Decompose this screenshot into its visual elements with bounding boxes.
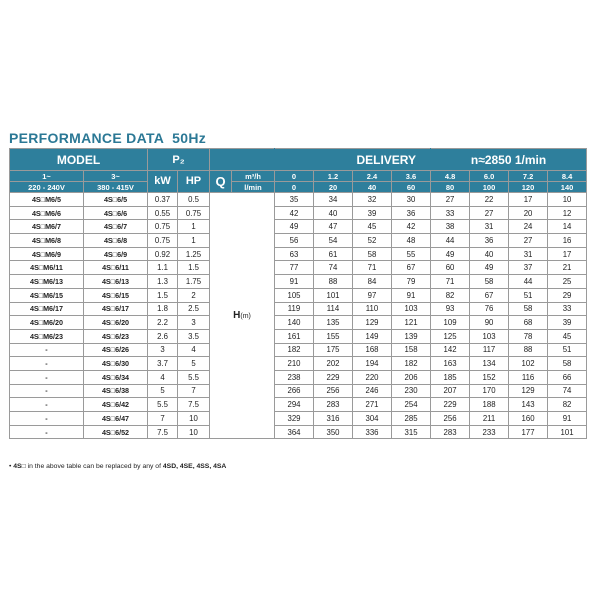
head-value: 74 [548,384,587,398]
power-kw: 1.8 [148,302,178,316]
head-value: 350 [314,425,353,439]
head-value: 33 [548,302,587,316]
model-single-phase: 4S□M6/23 [10,329,84,343]
table-row [10,288,587,302]
head-value: 315 [392,425,431,439]
head-value: 61 [314,247,353,261]
model-single-phase: - [10,384,84,398]
flow-lmin: 140 [548,182,587,193]
head-value: 91 [275,275,314,289]
head-value: 21 [548,261,587,275]
header-speed: n≈2850 1/min [431,149,587,171]
head-value: 55 [392,247,431,261]
head-value: 114 [314,302,353,316]
head-value: 364 [275,425,314,439]
model-three-phase: 4S□6/30 [84,357,148,371]
table-row [10,193,587,207]
head-value: 49 [470,261,509,275]
model-single-phase: 4S□M6/13 [10,275,84,289]
head-value: 119 [275,302,314,316]
head-value: 233 [470,425,509,439]
head-value: 202 [314,357,353,371]
power-kw: 0.92 [148,247,178,261]
model-single-phase: 4S□M6/9 [10,247,84,261]
model-three-phase: 4S□6/47 [84,412,148,426]
head-value: 42 [392,220,431,234]
flow-lmin: 80 [431,182,470,193]
head-value: 266 [275,384,314,398]
head-value: 121 [392,316,431,330]
flow-m3h: 7.2 [509,171,548,182]
table-row [10,316,587,330]
header-three-phase-voltage: 380 - 415V [84,182,148,193]
head-value: 135 [314,316,353,330]
head-value: 24 [509,220,548,234]
head-value: 47 [314,220,353,234]
flow-m3h: 0 [275,171,314,182]
header-model: MODEL [10,149,148,171]
head-value: 29 [548,288,587,302]
title-main: PERFORMANCE DATA [9,130,165,146]
power-kw: 0.75 [148,234,178,248]
power-hp: 5.5 [178,370,210,384]
table-row [10,234,587,248]
head-value: 103 [470,329,509,343]
power-kw: 2.2 [148,316,178,330]
model-single-phase: 4S□M6/6 [10,206,84,220]
head-value: 27 [470,206,509,220]
table-row [10,247,587,261]
model-single-phase: 4S□M6/15 [10,288,84,302]
head-value: 246 [353,384,392,398]
head-value: 170 [470,384,509,398]
head-value: 76 [470,302,509,316]
model-three-phase: 4S□6/42 [84,398,148,412]
head-value: 38 [431,220,470,234]
model-single-phase: - [10,398,84,412]
head-value: 105 [275,288,314,302]
power-hp: 2 [178,288,210,302]
head-value: 134 [470,357,509,371]
flow-m3h: 4.8 [431,171,470,182]
power-hp: 3.5 [178,329,210,343]
head-value: 129 [353,316,392,330]
head-value: 58 [470,275,509,289]
head-value: 97 [353,288,392,302]
head-value: 256 [314,384,353,398]
table-row [10,302,587,316]
head-value: 35 [275,193,314,207]
head-value: 39 [353,206,392,220]
head-value: 68 [509,316,548,330]
head-value: 63 [275,247,314,261]
power-kw: 3 [148,343,178,357]
head-value: 49 [431,247,470,261]
power-hp: 3 [178,316,210,330]
head-value: 54 [314,234,353,248]
head-value: 91 [392,288,431,302]
header-kw: kW [148,171,178,193]
header-p2: P₂ [148,149,210,171]
head-value: 294 [275,398,314,412]
head-value: 182 [392,357,431,371]
flow-lmin: 40 [353,182,392,193]
footnote-prefix: 4S□ [13,463,26,470]
head-value: 51 [548,343,587,357]
head-value: 182 [275,343,314,357]
model-three-phase: 4S□6/7 [84,220,148,234]
model-three-phase: 4S□6/52 [84,425,148,439]
model-three-phase: 4S□6/11 [84,261,148,275]
flow-m3h: 3.6 [392,171,431,182]
head-value: 45 [548,329,587,343]
flow-m3h: 1.2 [314,171,353,182]
head-value: 37 [509,261,548,275]
head-value: 84 [353,275,392,289]
head-value: 93 [431,302,470,316]
head-value: 82 [548,398,587,412]
header-single-phase-voltage: 220 - 240V [10,182,84,193]
power-kw: 5 [148,384,178,398]
power-hp: 1 [178,220,210,234]
head-value: 44 [431,234,470,248]
table-row [10,275,587,289]
head-value: 254 [392,398,431,412]
header-three-phase: 3~ [84,171,148,182]
model-single-phase: 4S□M6/5 [10,193,84,207]
model-single-phase: 4S□M6/11 [10,261,84,275]
header-single-phase: 1~ [10,171,84,182]
model-single-phase: 4S□M6/17 [10,302,84,316]
head-value: 194 [353,357,392,371]
flow-lmin: 120 [509,182,548,193]
power-kw: 3.7 [148,357,178,371]
power-hp: 1.5 [178,261,210,275]
head-value: 32 [353,193,392,207]
table-row [10,425,587,439]
header-unit-lmin: l/min [232,182,275,193]
head-value: 229 [314,370,353,384]
head-value: 45 [353,220,392,234]
table-row [10,412,587,426]
head-value: 117 [470,343,509,357]
head-value: 10 [548,193,587,207]
head-value: 51 [509,288,548,302]
table-row [10,261,587,275]
head-value: 336 [353,425,392,439]
head-value: 142 [431,343,470,357]
head-value: 30 [392,193,431,207]
head-value: 163 [431,357,470,371]
page-title [9,130,206,146]
model-three-phase: 4S□6/5 [84,193,148,207]
head-value: 185 [431,370,470,384]
head-value: 143 [509,398,548,412]
flow-lmin: 60 [392,182,431,193]
model-single-phase: - [10,343,84,357]
head-value: 22 [470,193,509,207]
head-value: 125 [431,329,470,343]
head-value: 271 [353,398,392,412]
footnote-options: 4SD, 4SE, 4SS, 4SA [162,463,227,470]
power-hp: 1 [178,234,210,248]
flow-lmin: 20 [314,182,353,193]
head-value: 211 [470,412,509,426]
power-hp: 2.5 [178,302,210,316]
power-kw: 0.75 [148,220,178,234]
head-value: 90 [470,316,509,330]
head-value: 177 [509,425,548,439]
model-single-phase: 4S□M6/8 [10,234,84,248]
model-single-phase: 4S□M6/7 [10,220,84,234]
model-single-phase: - [10,425,84,439]
header-q: Q [210,171,232,193]
model-three-phase: 4S□6/15 [84,288,148,302]
head-value: 82 [431,288,470,302]
model-three-phase: 4S□6/6 [84,206,148,220]
model-three-phase: 4S□6/34 [84,370,148,384]
power-hp: 5 [178,357,210,371]
head-value: 88 [509,343,548,357]
head-value: 283 [314,398,353,412]
head-value: 12 [548,206,587,220]
head-value: 66 [548,370,587,384]
head-value: 256 [431,412,470,426]
head-value: 31 [509,247,548,261]
power-kw: 7.5 [148,425,178,439]
power-kw: 1.3 [148,275,178,289]
footnote [9,463,226,470]
power-hp: 0.5 [178,193,210,207]
table-row [10,357,587,371]
head-value: 91 [548,412,587,426]
head-value: 110 [353,302,392,316]
head-value: 175 [314,343,353,357]
power-hp: 1.75 [178,275,210,289]
head-value: 16 [548,234,587,248]
power-hp: 10 [178,412,210,426]
head-unit: (m) [240,312,251,320]
model-three-phase: 4S□6/20 [84,316,148,330]
power-hp: 7.5 [178,398,210,412]
header-delivery: DELIVERY [275,149,431,171]
power-kw: 1.5 [148,288,178,302]
head-value: 74 [314,261,353,275]
head-value: 36 [470,234,509,248]
head-value: 101 [314,288,353,302]
head-value: 283 [431,425,470,439]
head-value: 14 [548,220,587,234]
flow-lmin: 0 [275,182,314,193]
head-value: 160 [509,412,548,426]
head-value: 220 [353,370,392,384]
power-kw: 7 [148,412,178,426]
table-row [10,343,587,357]
head-value: 149 [353,329,392,343]
power-kw: 1.1 [148,261,178,275]
head-value: 31 [470,220,509,234]
flow-m3h: 6.0 [470,171,509,182]
head-value: 79 [392,275,431,289]
head-value: 238 [275,370,314,384]
power-hp: 0.75 [178,206,210,220]
head-value: 33 [431,206,470,220]
model-three-phase: 4S□6/8 [84,234,148,248]
power-kw: 0.37 [148,193,178,207]
head-label [210,193,275,439]
model-three-phase: 4S□6/26 [84,343,148,357]
head-value: 17 [509,193,548,207]
head-value: 58 [548,357,587,371]
head-label-text: H [233,309,241,321]
head-value: 161 [275,329,314,343]
model-three-phase: 4S□6/9 [84,247,148,261]
head-value: 40 [314,206,353,220]
head-value: 58 [353,247,392,261]
head-value: 152 [470,370,509,384]
head-value: 78 [509,329,548,343]
head-value: 71 [431,275,470,289]
head-value: 210 [275,357,314,371]
head-value: 129 [509,384,548,398]
table-row [10,220,587,234]
head-value: 206 [392,370,431,384]
footnote-bullet: • [9,463,12,470]
head-value: 140 [275,316,314,330]
model-single-phase: - [10,370,84,384]
flow-m3h: 2.4 [353,171,392,182]
head-value: 36 [392,206,431,220]
head-value: 17 [548,247,587,261]
power-hp: 1.25 [178,247,210,261]
head-value: 27 [509,234,548,248]
head-value: 67 [392,261,431,275]
head-value: 188 [470,398,509,412]
header-hp: HP [178,171,210,193]
title-frequency: 50Hz [172,130,207,146]
table-body [10,193,587,439]
power-kw: 0.55 [148,206,178,220]
head-value: 48 [392,234,431,248]
model-single-phase: 4S□M6/20 [10,316,84,330]
head-value: 139 [392,329,431,343]
model-three-phase: 4S□6/13 [84,275,148,289]
head-value: 101 [548,425,587,439]
head-value: 67 [470,288,509,302]
head-value: 20 [509,206,548,220]
footnote-text: in the above table can be replaced by any of [25,463,163,470]
power-kw: 5.5 [148,398,178,412]
head-value: 77 [275,261,314,275]
head-value: 109 [431,316,470,330]
performance-table [9,148,587,439]
head-value: 168 [353,343,392,357]
head-value: 27 [431,193,470,207]
head-value: 103 [392,302,431,316]
head-value: 39 [548,316,587,330]
header-unit-m3h: m³/h [232,171,275,182]
power-hp: 4 [178,343,210,357]
model-three-phase: 4S□6/38 [84,384,148,398]
model-three-phase: 4S□6/17 [84,302,148,316]
head-value: 52 [353,234,392,248]
head-value: 102 [509,357,548,371]
table-row [10,384,587,398]
head-value: 316 [314,412,353,426]
head-value: 158 [392,343,431,357]
head-value: 155 [314,329,353,343]
head-value: 116 [509,370,548,384]
head-value: 58 [509,302,548,316]
table-row [10,206,587,220]
head-value: 34 [314,193,353,207]
head-value: 207 [431,384,470,398]
head-value: 56 [275,234,314,248]
head-value: 71 [353,261,392,275]
table-row [10,370,587,384]
power-hp: 10 [178,425,210,439]
head-value: 42 [275,206,314,220]
head-value: 230 [392,384,431,398]
head-value: 44 [509,275,548,289]
head-value: 229 [431,398,470,412]
head-value: 40 [470,247,509,261]
head-value: 304 [353,412,392,426]
model-single-phase: - [10,357,84,371]
head-value: 60 [431,261,470,275]
flow-lmin: 100 [470,182,509,193]
head-value: 88 [314,275,353,289]
head-value: 285 [392,412,431,426]
model-single-phase: - [10,412,84,426]
model-three-phase: 4S□6/23 [84,329,148,343]
flow-m3h: 8.4 [548,171,587,182]
head-value: 49 [275,220,314,234]
head-value: 329 [275,412,314,426]
power-kw: 4 [148,370,178,384]
head-value: 25 [548,275,587,289]
power-kw: 2.6 [148,329,178,343]
table-row [10,398,587,412]
table-row [10,329,587,343]
power-hp: 7 [178,384,210,398]
